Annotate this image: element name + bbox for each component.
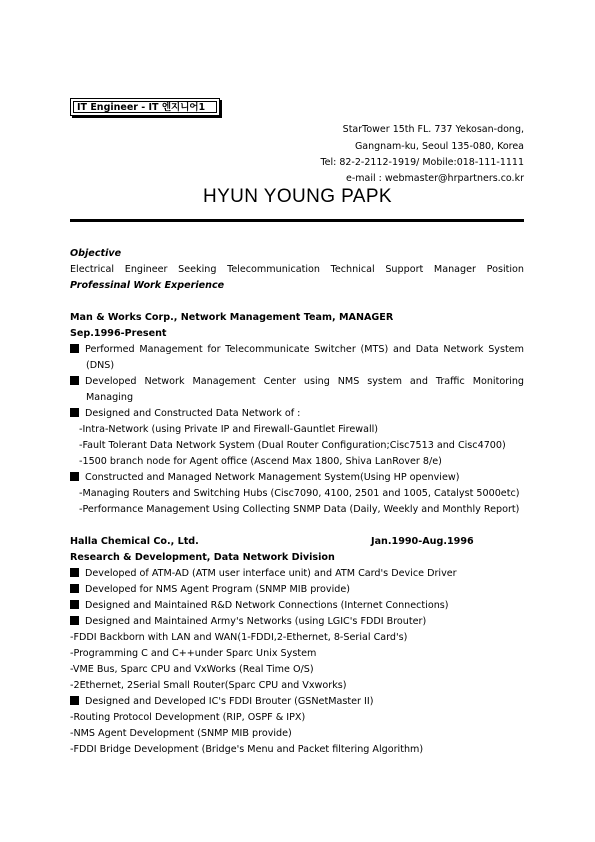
job1-title: Man & Works Corp., Network Management Team, MANAGER (70, 312, 394, 323)
list-item: Performed Management for Telecommunicate Switcher (MTS) and Data Network System (70, 343, 524, 357)
bullet-icon (70, 568, 79, 577)
bullet-icon (70, 600, 79, 609)
list-item: Managing (86, 392, 134, 403)
address-line-1: StarTower 15th FL. 737 Yekosan-dong, (342, 124, 524, 135)
list-item: Designed and Developed IC's FDDI Brouter (GSNetMaster II) (70, 695, 373, 709)
bullet-icon (70, 376, 79, 385)
address-line-2: Gangnam-ku, Seoul 135-080, Korea (354, 141, 524, 152)
list-item: -NMS Agent Development (SNMP MIB provide) (70, 728, 292, 739)
bullet-icon (70, 584, 79, 593)
bullet-icon (70, 696, 79, 705)
list-item: (DNS) (86, 360, 115, 371)
list-item: -2Ethernet, 2Serial Small Router(Sparc CPU and Vxworks) (70, 680, 347, 691)
list-item: -VME Bus, Sparc CPU and VxWorks (Real Time O/S) (70, 664, 314, 675)
list-item: -1500 branch node for Agent office (Ascend Max 1800, Shiva LanRover 8/e) (79, 456, 442, 467)
list-item: Designed and Maintained R&D Network Connections (Internet Connections) (70, 599, 449, 613)
list-item: -Managing Routers and Switching Hubs (Cisc7090, 4100, 2501 and 1005, Catalyst 5000etc) (79, 488, 520, 499)
list-item: Designed and Maintained Army's Networks (using LGIC's FDDI Brouter) (70, 615, 426, 629)
phone-line: Tel: 82-2-2112-1919/ Mobile:018-111-1111 (320, 157, 524, 168)
list-item: -Performance Management Using Collecting SNMP Data (Daily, Weekly and Monthly Report) (79, 504, 520, 515)
job2-dates: Jan.1990-Aug.1996 (371, 536, 474, 547)
job-tag: IT Engineer - IT 엔지니어1 (73, 101, 217, 113)
list-item: -Routing Protocol Development (RIP, OSPF & IPX) (70, 712, 306, 723)
header-rule (70, 219, 524, 222)
work-experience-heading: Professinal Work Experience (70, 280, 225, 291)
list-item: -Intra-Network (using Private IP and Firewall-Gauntlet Firewall) (79, 424, 379, 435)
list-item: Developed Network Management Center using NMS system and Traffic Monitoring (70, 375, 524, 389)
list-item: -Programming C and C++under Sparc Unix System (70, 648, 317, 659)
email-line: e-mail : webmaster@hrpartners.co.kr (346, 173, 524, 184)
bullet-icon (70, 344, 79, 353)
bullet-icon (70, 616, 79, 625)
job2-division: Research & Development, Data Network Division (70, 552, 335, 563)
job2-company: Halla Chemical Co., Ltd. (70, 536, 199, 547)
candidate-name: HYUN YOUNG PAPK (202, 186, 392, 207)
objective-heading: Objective (70, 248, 122, 259)
job-tag-box (70, 98, 220, 116)
job2-header-row (70, 535, 524, 549)
list-item: -Fault Tolerant Data Network System (Dual Router Configuration;Cisc7513 and Cisc4700) (79, 440, 506, 451)
bullet-icon (70, 408, 79, 417)
list-item: Designed and Constructed Data Network of : (70, 407, 300, 421)
list-item: Developed of ATM-AD (ATM user interface unit) and ATM Card's Device Driver (70, 567, 457, 581)
list-item: -FDDI Backborn with LAN and WAN(1-FDDI,2-Ethernet, 8-Serial Card's) (70, 632, 408, 643)
job1-dates: Sep.1996-Present (70, 328, 167, 339)
list-item: -FDDI Bridge Development (Bridge's Menu and Packet filtering Algorithm) (70, 744, 424, 755)
bullet-icon (70, 472, 79, 481)
list-item: Developed for NMS Agent Program (SNMP MIB provide) (70, 583, 350, 597)
list-item: Constructed and Managed Network Management System(Using HP openview) (70, 471, 459, 485)
objective-text: Electrical Engineer Seeking Telecommunication Technical Support Manager Position (70, 264, 524, 275)
